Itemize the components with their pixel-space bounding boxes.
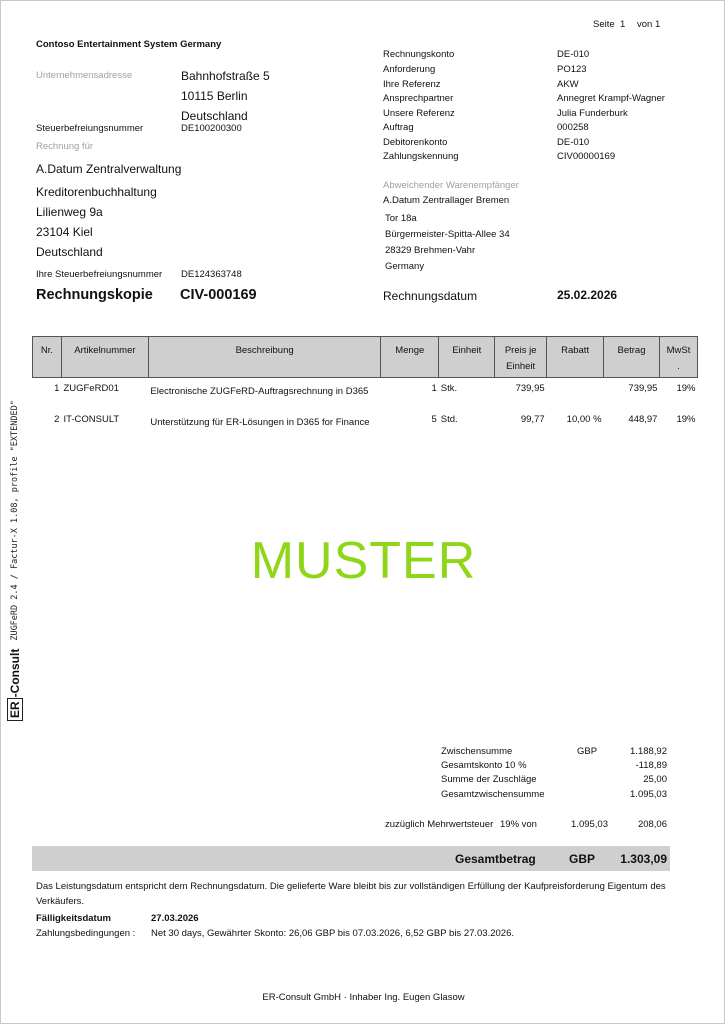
cell-nr: 1 [54,383,60,394]
cell-unit: Std. [440,414,458,425]
vat-amount: 208,06 [637,819,667,830]
recipient-line2: Lilienweg 9a [36,205,103,219]
info-label: Anforderung [383,64,436,75]
recipient-name: A.Datum Zentralverwaltung [36,162,182,176]
delivery-line3: 28329 Brehmen-Vahr [385,245,476,256]
due-date-label: Fälligkeitsdatum [36,913,111,924]
legal-notice: Das Leistungsdatum entspricht dem Rechnungsdatum. Die gelieferte Ware bleibt bis zur vollständigen Erfüllung der Kaufpreisforderung Eigentum des [36,881,666,892]
recipient-line4: Deutschland [36,245,103,259]
cell-quantity: 1 [431,383,437,394]
table-row [33,378,698,411]
delivery-line1: Tor 18a [385,213,417,224]
due-date-value: 27.03.2026 [151,913,199,924]
recipient-line3: 23104 Kiel [36,225,93,239]
cell-discount [547,378,604,411]
page-label: Seite [593,19,615,30]
header-vat-line2: . [677,361,680,372]
grand-total-value: 1.303,09 [620,852,667,866]
cell-description: Electronische ZUGFeRD-Auftragsrechnung in D365 [150,386,369,397]
subtotal-currency: GBP [577,746,598,757]
header-description: Beschreibung [148,337,380,378]
cell-amount: 739,95 [628,383,658,394]
info-value: PO123 [557,64,587,75]
sender-country: Deutschland [181,109,248,123]
vat-base: 1.095,03 [571,819,608,830]
header-unit-price [495,337,547,378]
watermark: MUSTER [250,532,477,590]
profile-text: ZUGFeRD 2.4 / Factur-X 1.08, profile "EXTENDED" [10,400,20,641]
header-nr: Nr. [33,337,62,378]
sender-city: 10115 Berlin [181,89,248,103]
cell-unit: Stk. [440,383,458,394]
header-unit-price-line1: Preis je [504,345,537,356]
recipient-tax-value: DE124363748 [181,269,242,280]
grand-subtotal-value: 1.095,03 [630,789,667,800]
page-number: 1 [620,19,626,30]
info-label: Auftrag [383,122,414,133]
grand-total-label: Gesamtbetrag [455,852,536,866]
table-header-row [33,337,698,378]
subtotal-label: Zwischensumme [441,746,513,757]
delivery-name: A.Datum Zentrallager Bremen [383,195,510,206]
info-value: CIV00000169 [557,151,616,162]
info-label: Zahlungskennung [383,151,459,162]
cell-vat: 19% [676,414,696,425]
vat-rate: 19% von [500,819,537,830]
document-type: Rechnungskopie [36,287,153,303]
cell-discount: 10,00 % [566,414,602,425]
line-items-table [32,336,698,439]
cell-quantity: 5 [431,414,437,425]
document-number: CIV-000169 [180,287,257,303]
header-discount: Rabatt [547,337,604,378]
grand-subtotal-label: Gesamtzwischensumme [441,789,545,800]
delivery-line4: Germany [385,261,425,272]
logo-box: ER [7,698,23,721]
discount-label: Gesamtskonto 10 % [441,760,527,771]
company-name: Contoso Entertainment System Germany [36,39,222,50]
legal-notice-continued: Verkäufers. [36,896,85,907]
page-of-label: von [637,19,653,30]
payment-terms-value: Net 30 days, Gewährter Skonto: 26,06 GBP bis 07.03.2026, 6,52 GBP bis 27.03.2026. [151,928,514,939]
discount-value: -118,89 [635,760,667,771]
cell-item: IT-CONSULT [63,414,120,425]
cell-vat: 19% [676,383,696,394]
recipient-tax-label: Ihre Steuerbefreiungsnummer [36,269,163,280]
grand-total-currency: GBP [569,852,596,866]
cell-item: ZUGFeRD01 [63,383,119,394]
cell-nr: 2 [54,414,60,425]
cell-amount: 448,97 [628,414,658,425]
cell-unit-price: 99,77 [520,414,545,425]
document-date: 25.02.2026 [557,288,618,302]
header-vat [659,337,697,378]
recipient-line1: Kreditorenbuchhaltung [36,185,157,199]
page-footer: ER-Consult GmbH · Inhaber Ing. Eugen Glasow [262,992,465,1003]
info-label: Debitorenkonto [383,137,448,148]
header-unit-price-line2: Einheit [506,361,536,372]
info-value: Annegret Krampf-Wagner [557,93,665,104]
info-value: Julia Funderburk [557,108,628,119]
page-total: 1 [655,19,661,30]
cell-unit-price: 739,95 [515,383,545,394]
sender-tax-label: Steuerbefreiungsnummer [36,123,144,134]
delivery-line2: Bürgermeister-Spitta-Allee 34 [385,229,510,240]
header-vat-line1: MwSt [666,345,691,356]
sender-street: Bahnhofstraße 5 [181,69,270,83]
document-date-label: Rechnungsdatum [383,289,478,303]
cell-description: Unterstützung für ER-Lösungen in D365 for Finance [150,417,370,428]
charges-label: Summe der Zuschläge [441,774,537,785]
delivery-label: Abweichender Warenempfänger [383,180,519,191]
subtotal-value: 1.188,92 [630,746,667,757]
header-quantity: Menge [381,337,439,378]
info-label: Ihre Referenz [383,79,441,90]
header-item: Artikelnummer [61,337,148,378]
vat-label: zuzüglich Mehrwertsteuer [385,819,494,830]
recipient-label: Rechnung für [36,141,94,152]
header-amount: Betrag [604,337,660,378]
sender-address-label: Unternehmensadresse [36,70,133,81]
info-value: DE-010 [557,49,590,60]
logo-text: -Consult [8,648,22,698]
info-value: AKW [557,79,579,90]
info-label: Rechnungskonto [383,49,455,60]
payment-terms-label: Zahlungsbedingungen : [36,928,136,939]
sender-tax-value: DE100200300 [181,123,242,134]
header-unit: Einheit [439,337,495,378]
info-value: DE-010 [557,137,590,148]
info-value: 000258 [557,122,589,133]
table-row [33,410,698,439]
info-label: Unsere Referenz [383,108,455,119]
charges-value: 25,00 [643,774,667,785]
sidebar-profile [5,341,25,721]
info-label: Ansprechpartner [383,93,454,104]
